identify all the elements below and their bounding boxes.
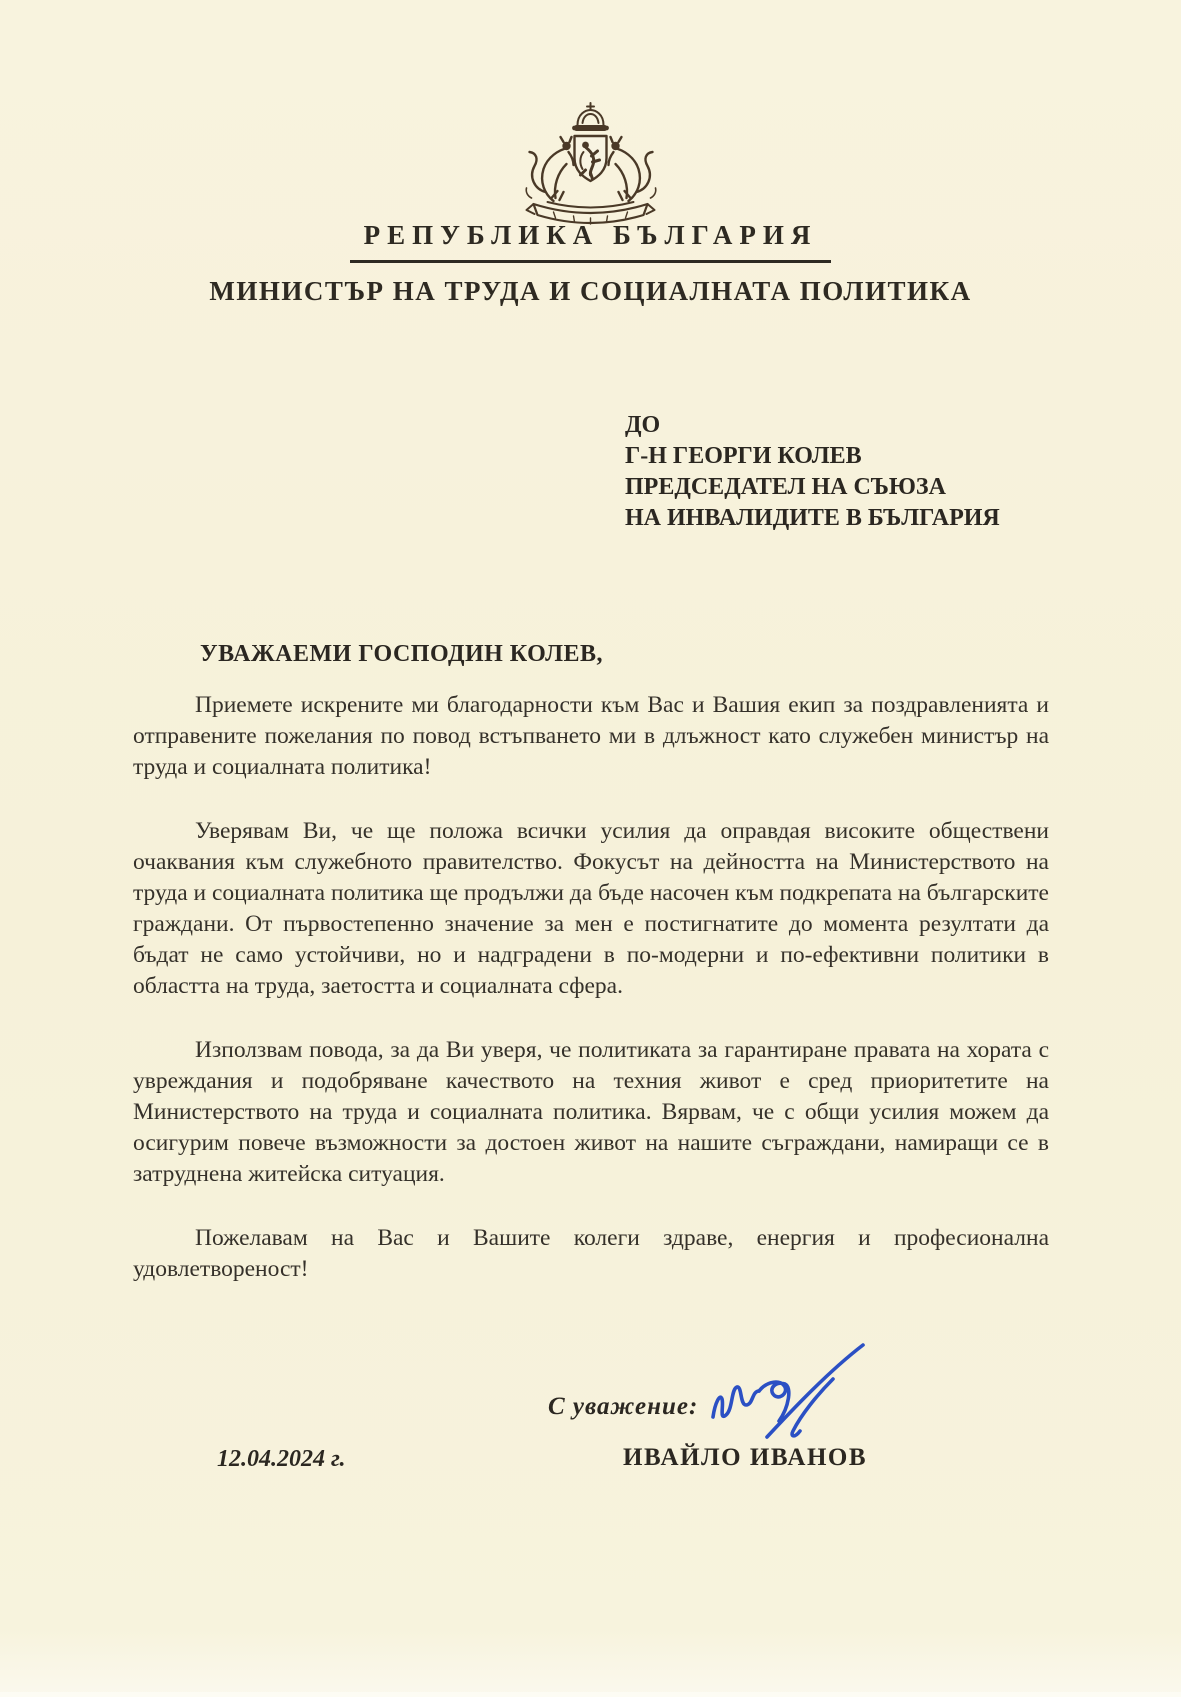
recipient-line-role-1: ПРЕДСЕДАТЕЛ НА СЪЮЗА bbox=[625, 474, 946, 500]
country-title: РЕПУБЛИКА БЪЛГАРИЯ bbox=[350, 220, 832, 263]
recipient-line-name: Г-Н ГЕОРГИ КОЛЕВ bbox=[625, 443, 862, 469]
letter-date: 12.04.2024 г. bbox=[217, 1446, 346, 1472]
recipient-line-role-2: НА ИНВАЛИДИТЕ В БЪЛГАРИЯ bbox=[625, 505, 1000, 531]
paragraph-wishes: Пожелавам на Вас и Вашите колеги здраве, енергия и професионална удовлетвореност! bbox=[133, 1225, 1049, 1282]
bulgaria-coat-of-arms-icon bbox=[473, 100, 708, 225]
paragraph-thanks: Приемете искрените ми благодарности към Вас и Вашия екип за поздравленията и отправените пожелания по повод встъпването ми в длъжност като служебен министър на труда и социалната политика! bbox=[133, 692, 1049, 780]
letter-body bbox=[133, 690, 1049, 1318]
scan-edge bbox=[0, 1692, 1181, 1697]
salutation: УВАЖАЕМИ ГОСПОДИН КОЛЕВ, bbox=[200, 641, 603, 667]
signer-name: ИВАЙЛО ИВАНОВ bbox=[623, 1444, 868, 1471]
minister-title: МИНИСТЪР НА ТРУДА И СОЦИАЛНАТА ПОЛИТИКА bbox=[209, 276, 972, 306]
valediction: С уважение: bbox=[548, 1393, 699, 1420]
recipient-block bbox=[625, 410, 1000, 534]
signature-handwriting-icon bbox=[705, 1333, 883, 1451]
paragraph-assurance: Уверявам Ви, че ще положа всички усилия да оправдая високите обществени очаквания към служебното правителство. Фокусът на дейността на Министерството на труда и социалната политика ще продължи да бъде насочен към подкрепата на българските граждани. От първостепенно значение за мен е постигнатите до момента резултати да бъдат не само устойчиви, но и надградени в по-модерни и по-ефективни политики в областта на труда, заетостта и социалната сфера. bbox=[133, 818, 1049, 999]
paragraph-priorities: Използвам повода, за да Ви уверя, че политиката за гарантиране правата на хората с увреждания и подобряване качеството на техния живот е сред приоритетите на Министерството на труда и социалната политика. Вярвам, че с общи усилия можем да осигурим повече възможности за достоен живот на нашите съграждани, намиращи се в затруднена житейска ситуация. bbox=[133, 1037, 1049, 1187]
recipient-line-to: ДО bbox=[625, 412, 661, 438]
